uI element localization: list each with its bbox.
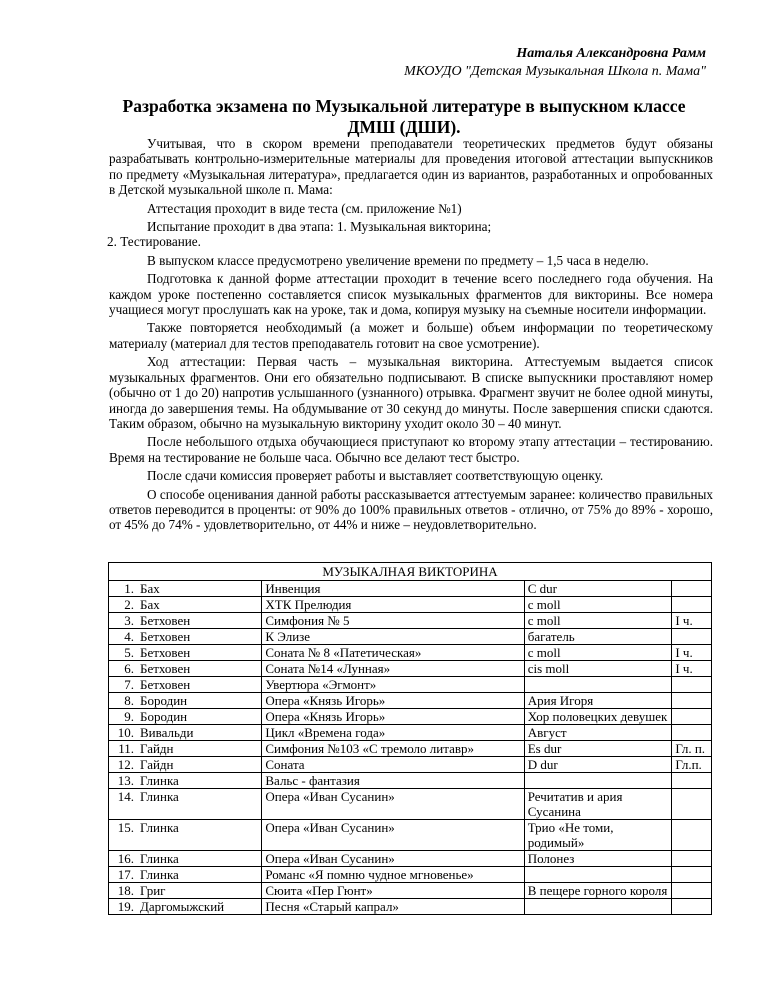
detail-cell: cis moll bbox=[524, 661, 672, 677]
work-cell: Опера «Князь Игорь» bbox=[262, 709, 524, 725]
row-number: 15. bbox=[117, 820, 134, 835]
note-cell: I ч. bbox=[672, 645, 712, 661]
paragraph: После небольшого отдыха обучающиеся приступают ко второму этапу аттестации – тестированию. Время на тестирование не больше часа. Обычно все делают тест быстро. bbox=[109, 434, 713, 465]
detail-cell: Речитатив и ария Сусанина bbox=[524, 789, 672, 820]
table-row bbox=[109, 883, 712, 899]
work-cell: Цикл «Времена года» bbox=[262, 725, 524, 741]
note-cell bbox=[672, 789, 712, 820]
composer-name: Бетховен bbox=[140, 677, 191, 692]
note-cell bbox=[672, 773, 712, 789]
table-row bbox=[109, 757, 712, 773]
table-row bbox=[109, 851, 712, 867]
composer-cell bbox=[109, 867, 262, 883]
composer-cell bbox=[109, 789, 262, 820]
detail-cell: Трио «Не томи, родимый» bbox=[524, 820, 672, 851]
paragraph: Испытание проходит в два этапа: 1. Музыкальная викторина; bbox=[147, 219, 492, 235]
table-body bbox=[109, 581, 712, 915]
row-number: 2. bbox=[124, 597, 134, 612]
detail-cell bbox=[524, 773, 672, 789]
row-number: 13. bbox=[117, 773, 134, 788]
table-row bbox=[109, 899, 712, 915]
composer-name: Даргомыжский bbox=[140, 899, 225, 914]
work-cell: ХТК Прелюдия bbox=[262, 597, 524, 613]
detail-cell: Хор половецких девушек bbox=[524, 709, 672, 725]
note-cell bbox=[672, 851, 712, 867]
row-number: 7. bbox=[124, 677, 134, 692]
note-cell bbox=[672, 581, 712, 597]
row-number: 14. bbox=[117, 789, 134, 804]
row-number: 5. bbox=[124, 645, 134, 660]
composer-cell bbox=[109, 725, 262, 741]
composer-cell bbox=[109, 741, 262, 757]
work-cell: Романс «Я помню чудное мгновенье» bbox=[262, 867, 524, 883]
table-row bbox=[109, 867, 712, 883]
composer-name: Бетховен bbox=[140, 629, 191, 644]
row-number: 8. bbox=[124, 693, 134, 708]
composer-name: Гайдн bbox=[140, 741, 174, 756]
row-number: 3. bbox=[124, 613, 134, 628]
work-cell: Песня «Старый капрал» bbox=[262, 899, 524, 915]
composer-name: Григ bbox=[140, 883, 166, 898]
note-cell bbox=[672, 693, 712, 709]
paragraph: В выпуском классе предусмотрено увеличение времени по предмету – 1,5 часа в неделю. bbox=[147, 252, 649, 268]
music-quiz-table bbox=[108, 562, 712, 915]
note-cell bbox=[672, 597, 712, 613]
note-cell: I ч. bbox=[672, 613, 712, 629]
row-number: 1. bbox=[124, 581, 134, 596]
paragraph: Подготовка к данной форме аттестации проходит в течение всего последнего года обучения. На каждом уроке постепенно составляется список музыкальных фрагментов для викторины. Все номера учащиеся могут прослушать как на уроке, так и дома, копируя музыку на съемные носители информации. bbox=[109, 271, 713, 318]
detail-cell: В пещере горного короля bbox=[524, 883, 672, 899]
note-cell bbox=[672, 629, 712, 645]
composer-name: Глинка bbox=[140, 789, 179, 804]
table-row bbox=[109, 693, 712, 709]
detail-cell bbox=[524, 677, 672, 693]
detail-cell: C dur bbox=[524, 581, 672, 597]
work-cell: Симфония №103 «С тремоло литавр» bbox=[262, 741, 524, 757]
paragraph: 2. Тестирование. bbox=[107, 234, 201, 250]
table-row bbox=[109, 741, 712, 757]
note-cell bbox=[672, 883, 712, 899]
detail-cell: D dur bbox=[524, 757, 672, 773]
note-cell bbox=[672, 677, 712, 693]
row-number: 19. bbox=[117, 899, 134, 914]
work-cell: Опера «Иван Сусанин» bbox=[262, 820, 524, 851]
row-number: 4. bbox=[124, 629, 134, 644]
composer-cell bbox=[109, 883, 262, 899]
table-row bbox=[109, 581, 712, 597]
composer-cell bbox=[109, 820, 262, 851]
work-cell: Соната №14 «Лунная» bbox=[262, 661, 524, 677]
paragraph: О способе оценивания данной работы рассказывается аттестуемым заранее: количество правильных ответов переводится в проценты: от 90% до 100% правильных ответов - отлично, от 75% до 89% - хорошо, от 45% до 74% - удовлетворительно, от 44% и ниже – неудовлетворительно. bbox=[109, 486, 713, 533]
work-cell: Вальс - фантазия bbox=[262, 773, 524, 789]
composer-cell bbox=[109, 661, 262, 677]
detail-cell: багатель bbox=[524, 629, 672, 645]
table-row bbox=[109, 661, 712, 677]
paragraph: Также повторяется необходимый (а может и больше) объем информации по теоретическому материалу (материал для тестов преподаватель готовит на свое усмотрение). bbox=[109, 320, 713, 351]
table-row bbox=[109, 629, 712, 645]
composer-name: Бах bbox=[140, 597, 160, 612]
detail-cell: c moll bbox=[524, 597, 672, 613]
composer-cell bbox=[109, 629, 262, 645]
work-cell: Опера «Иван Сусанин» bbox=[262, 789, 524, 820]
composer-name: Глинка bbox=[140, 867, 179, 882]
composer-cell bbox=[109, 899, 262, 915]
row-number: 12. bbox=[117, 757, 134, 772]
document-body bbox=[109, 136, 713, 536]
work-cell: Соната bbox=[262, 757, 524, 773]
detail-cell: c moll bbox=[524, 645, 672, 661]
composer-name: Глинка bbox=[140, 851, 179, 866]
row-number: 17. bbox=[117, 867, 134, 882]
row-number: 10. bbox=[117, 725, 134, 740]
table-header: МУЗЫКАЛНАЯ ВИКТОРИНА bbox=[109, 563, 712, 581]
author-name: Наталья Александровна Рамм bbox=[516, 46, 706, 61]
detail-cell: Es dur bbox=[524, 741, 672, 757]
row-number: 18. bbox=[117, 883, 134, 898]
work-cell: Сюита «Пер Гюнт» bbox=[262, 883, 524, 899]
composer-name: Бах bbox=[140, 581, 160, 596]
row-number: 16. bbox=[117, 851, 134, 866]
row-number: 9. bbox=[124, 709, 134, 724]
document-title: Разработка экзамена по Музыкальной литературе в выпускном классе ДМШ (ДШИ). bbox=[122, 96, 686, 137]
note-cell bbox=[672, 867, 712, 883]
table-row bbox=[109, 709, 712, 725]
school-name: МКОУДО "Детская Музыкальная Школа п. Мама" bbox=[404, 64, 706, 79]
composer-name: Гайдн bbox=[140, 757, 174, 772]
composer-cell bbox=[109, 757, 262, 773]
composer-cell bbox=[109, 645, 262, 661]
table-row bbox=[109, 820, 712, 851]
note-cell bbox=[672, 725, 712, 741]
detail-cell: Полонез bbox=[524, 851, 672, 867]
composer-cell bbox=[109, 693, 262, 709]
composer-name: Вивальди bbox=[140, 725, 194, 740]
table-row bbox=[109, 725, 712, 741]
composer-name: Бородин bbox=[140, 693, 188, 708]
composer-name: Глинка bbox=[140, 820, 179, 835]
composer-cell bbox=[109, 597, 262, 613]
work-cell: Инвенция bbox=[262, 581, 524, 597]
detail-cell: Август bbox=[524, 725, 672, 741]
composer-cell bbox=[109, 773, 262, 789]
table-row bbox=[109, 645, 712, 661]
composer-cell bbox=[109, 709, 262, 725]
composer-name: Бетховен bbox=[140, 613, 191, 628]
table-row bbox=[109, 677, 712, 693]
paragraph: После сдачи комиссия проверяет работы и выставляет соответствующую оценку. bbox=[147, 468, 604, 484]
composer-name: Глинка bbox=[140, 773, 179, 788]
composer-cell bbox=[109, 677, 262, 693]
note-cell bbox=[672, 709, 712, 725]
table-row bbox=[109, 789, 712, 820]
paragraph: Аттестация проходит в виде теста (см. приложение №1) bbox=[147, 200, 462, 216]
composer-name: Бетховен bbox=[140, 645, 191, 660]
detail-cell: c moll bbox=[524, 613, 672, 629]
work-cell: К Элизе bbox=[262, 629, 524, 645]
table-row bbox=[109, 773, 712, 789]
note-cell bbox=[672, 820, 712, 851]
composer-cell bbox=[109, 613, 262, 629]
table-row bbox=[109, 613, 712, 629]
detail-cell bbox=[524, 867, 672, 883]
row-number: 6. bbox=[124, 661, 134, 676]
work-cell: Симфония № 5 bbox=[262, 613, 524, 629]
detail-cell: Ария Игоря bbox=[524, 693, 672, 709]
work-cell: Опера «Князь Игорь» bbox=[262, 693, 524, 709]
note-cell bbox=[672, 899, 712, 915]
composer-cell bbox=[109, 851, 262, 867]
paragraph: Ход аттестации: Первая часть – музыкальная викторина. Аттестуемым выдается список музыкальных фрагментов. Они его обязательно подписывают. В списке выпускники проставляют номер (обычно от 1 до 20) напротив услышанного (узнанного) отрывка. Фрагмент звучит не более одной минуты, иногда до завершения темы. На обдумывание от 30 секунд до минуты. После завершения списки сдаются. Таким образом, обычно на музыкальную викторину уходит около 30 – 40 минут. bbox=[109, 354, 713, 431]
note-cell: Гл.п. bbox=[672, 757, 712, 773]
row-number: 11. bbox=[118, 741, 134, 756]
table-row bbox=[109, 597, 712, 613]
note-cell: I ч. bbox=[672, 661, 712, 677]
composer-name: Бородин bbox=[140, 709, 188, 724]
work-cell: Соната № 8 «Патетическая» bbox=[262, 645, 524, 661]
composer-name: Бетховен bbox=[140, 661, 191, 676]
work-cell: Увертюра «Эгмонт» bbox=[262, 677, 524, 693]
paragraph: Учитывая, что в скором времени преподаватели теоретических предметов будут обязаны разрабатывать контрольно-измерительные материалы для проведения итоговой аттестации выпускников по предмету «Музыкальная литература», предлагается один из вариантов, разработанных и опробованных в Детской музыкальной школе п. Мама: bbox=[109, 136, 713, 198]
composer-cell bbox=[109, 581, 262, 597]
detail-cell bbox=[524, 899, 672, 915]
work-cell: Опера «Иван Сусанин» bbox=[262, 851, 524, 867]
note-cell: Гл. п. bbox=[672, 741, 712, 757]
